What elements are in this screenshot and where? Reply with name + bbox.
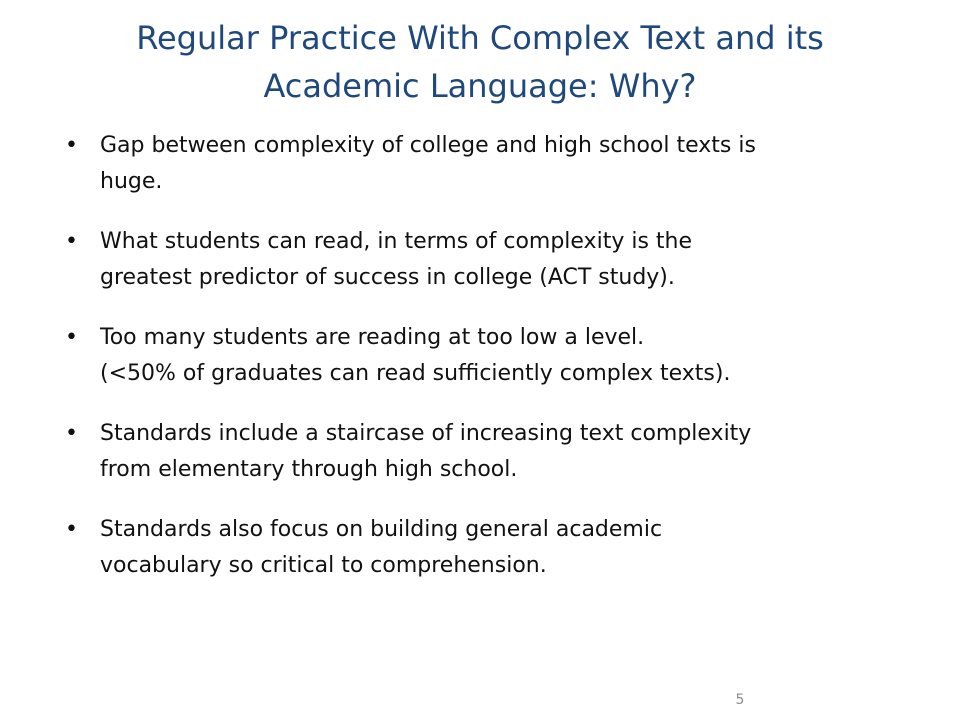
bullet-2-line-2: greatest predictor of success in college (ACT study).: [100, 265, 675, 290]
bullet-4-line-1: Standards include a staircase of increasing text complexity: [100, 421, 752, 446]
bullet-1-line-2: huge.: [100, 169, 163, 194]
bullet-4-line-2: from elementary through high school.: [100, 457, 518, 482]
bullet-marker-icon: •: [65, 133, 78, 158]
bullet-marker-icon: •: [65, 421, 78, 446]
bullet-3-line-2: (<50% of graduates can read sufficiently complex texts).: [100, 361, 731, 386]
page-number: 5: [735, 692, 745, 708]
bullet-item-5: [60, 512, 890, 584]
slide-title: [40, 14, 920, 110]
slide-title-line-1: Regular Practice With Complex Text and its: [136, 19, 824, 57]
bullet-3-line-1: Too many students are reading at too low a level.: [100, 325, 645, 350]
bullet-item-4: [60, 416, 890, 488]
bullet-item-1: [60, 128, 890, 200]
bullet-5-line-2: vocabulary so critical to comprehension.: [100, 553, 547, 578]
bullet-item-3: [60, 320, 890, 392]
bullet-marker-icon: •: [65, 229, 78, 254]
slide-title-line-2: Academic Language: Why?: [263, 67, 697, 105]
bullet-item-2: [60, 224, 890, 296]
bullet-1-line-1: Gap between complexity of college and high school texts is: [100, 133, 756, 158]
bullet-list: [60, 128, 890, 608]
bullet-2-line-1: What students can read, in terms of complexity is the: [100, 229, 693, 254]
bullet-5-line-1: Standards also focus on building general academic: [100, 517, 663, 542]
bullet-marker-icon: •: [65, 325, 78, 350]
bullet-marker-icon: •: [65, 517, 78, 542]
